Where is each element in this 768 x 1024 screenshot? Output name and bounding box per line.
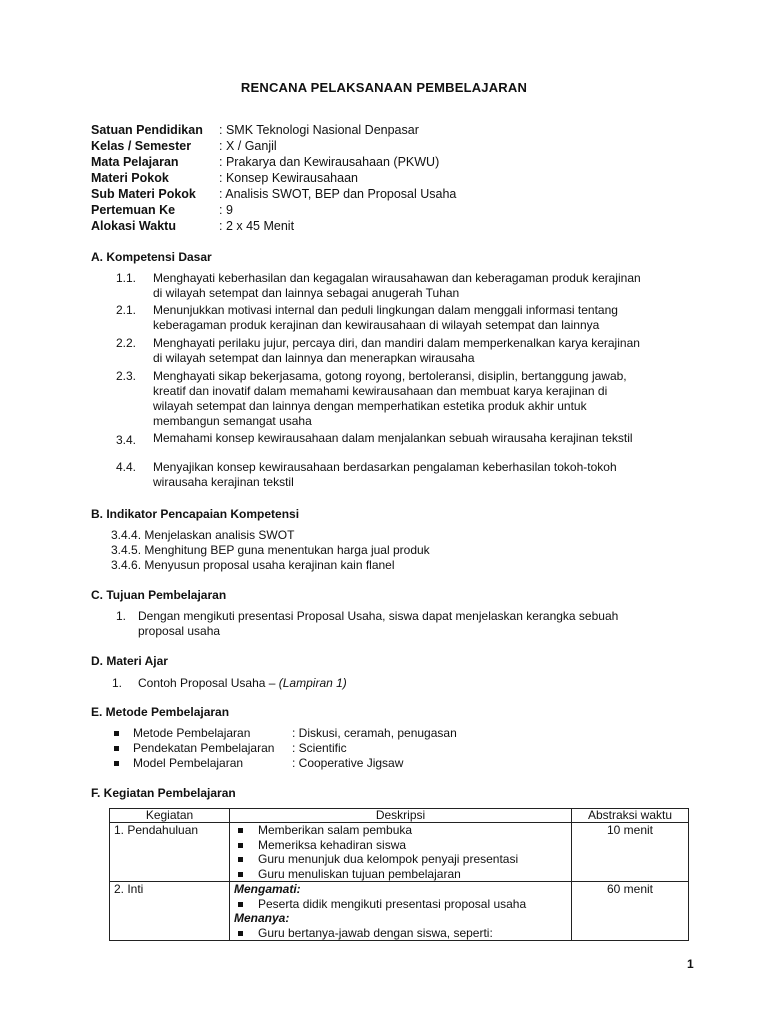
kd-text: Menyajikan konsep kewirausahaan berdasarkan pengalaman keberhasilan tokoh-tokoh [153,460,617,474]
section-heading-f: F. Kegiatan Pembelajaran [91,786,236,800]
info-value: : Analisis SWOT, BEP dan Proposal Usaha [219,187,457,201]
metode-value: : Scientific [292,741,347,755]
kd-text: kreatif dan inovatif dalam memahami kewirausahaan dan membuat karya kerajinan di [153,384,608,398]
bullet-icon [114,746,119,751]
table-header-row [110,809,689,823]
kd-text: wilayah setempat dan lainnya dengan memperhatikan estetika produk akhir untuk [153,399,587,413]
kd-text: di wilayah setempat dan lainnya dan menerapkan wirausaha [153,351,475,365]
kd-text: Menghayati keberhasilan dan kegagalan wirausahawan dan keberagaman produk kerajinan [153,271,641,285]
info-value: : X / Ganjil [219,139,277,153]
kd-text: membangun semangat usaha [153,414,312,428]
bullet-icon [114,761,119,766]
kd-text: wirausaha kerajinan tekstil [153,475,294,489]
kd-text: Menghayati perilaku jujur, percaya diri, dan mandiri dalam memperkenalkan karya kerajinan [153,336,640,350]
waktu-cell: 10 menit [572,823,689,882]
info-label: Satuan Pendidikan [91,123,203,137]
metode-value: : Cooperative Jigsaw [292,756,404,770]
kd-text: Menunjukkan motivasi internal dan peduli lingkungan dalam menggali informasi tentang [153,303,618,317]
kd-text: Menghayati sikap bekerjasama, gotong royong, bertoleransi, disiplin, bertanggung jawab, [153,369,627,383]
table-row [110,882,689,941]
indikator-item: 3.4.5. Menghitung BEP guna menentukan harga jual produk [111,543,430,557]
table-row [110,823,689,882]
header-deskripsi: Deskripsi [230,809,572,823]
deskripsi-cell [230,823,572,882]
info-label: Alokasi Waktu [91,219,176,233]
info-value: : 2 x 45 Menit [219,219,295,233]
info-value: : Prakarya dan Kewirausahaan (PKWU) [219,155,440,169]
section-heading-a: A. Kompetensi Dasar [91,250,212,264]
info-label: Kelas / Semester [91,139,192,153]
waktu-cell: 60 menit [572,882,689,941]
kd-text: keberagaman produk kerajinan dan kewirausahaan di wilayah setempat dan lainnya [153,318,600,332]
kd-number: 2.2. [116,336,137,350]
tujuan-text: proposal usaha [138,624,221,638]
indikator-item: 3.4.4. Menjelaskan analisis SWOT [111,528,295,542]
sub-heading: Mengamati: [234,882,301,896]
info-value: : 9 [219,203,233,217]
metode-value: : Diskusi, ceramah, penugasan [292,726,457,740]
kd-number: 1.1. [116,271,137,285]
metode-label: Model Pembelajaran [133,756,244,770]
list-item: Guru menuliskan tujuan pembelajaran [234,867,567,882]
tujuan-text: Dengan mengikuti presentasi Proposal Usaha, siswa dapat menjelaskan kerangka sebuah [138,609,619,623]
deskripsi-cell [230,882,572,941]
info-value: : Konsep Kewirausahaan [219,171,358,185]
info-label: Mata Pelajaran [91,155,179,169]
list-item: Guru bertanya-jawab dengan siswa, seperti: [234,926,567,941]
info-value: : SMK Teknologi Nasional Denpasar [219,123,419,137]
info-label: Pertemuan Ke [91,203,176,217]
indikator-item: 3.4.6. Menyusun proposal usaha kerajinan kain flanel [111,558,395,572]
section-heading-c: C. Tujuan Pembelajaran [91,588,227,602]
list-item: Guru menunjuk dua kelompok penyaji presentasi [234,852,567,867]
materi-text: Contoh Proposal Usaha – [138,676,279,690]
materi-number: 1. [112,676,123,690]
list-item: Memberikan salam pembuka [234,823,567,838]
kd-text: di wilayah setempat dan lainnya sebagai anugerah Tuhan [153,286,460,300]
list-item: Memeriksa kehadiran siswa [234,838,567,853]
metode-label: Pendekatan Pembelajaran [133,741,275,755]
kd-number: 4.4. [116,460,137,474]
metode-label: Metode Pembelajaran [133,726,251,740]
kd-number: 2.3. [116,369,137,383]
kegiatan-cell: 2. Inti [110,882,230,941]
page-number: 1 [687,957,694,971]
info-label: Materi Pokok [91,171,169,185]
kd-number: 2.1. [116,303,137,317]
kegiatan-table [109,808,689,941]
header-waktu: Abstraksi waktu [572,809,689,823]
sub-heading: Menanya: [234,911,290,925]
section-heading-b: B. Indikator Pencapaian Kompetensi [91,507,300,521]
kegiatan-cell: 1. Pendahuluan [110,823,230,882]
tujuan-number: 1. [116,609,127,623]
section-heading-e: E. Metode Pembelajaran [91,705,230,719]
info-label: Sub Materi Pokok [91,187,196,201]
kd-text: Memahami konsep kewirausahaan dalam menjalankan sebuah wirausaha kerajinan tekstil [153,431,633,445]
list-item: Peserta didik mengikuti presentasi proposal usaha [234,897,567,912]
materi-lampiran: (Lampiran 1) [278,676,347,690]
section-heading-d: D. Materi Ajar [91,654,168,668]
kd-number: 3.4. [116,433,137,447]
bullet-icon [114,731,119,736]
materi-item [138,676,347,690]
header-kegiatan: Kegiatan [110,809,230,823]
page-title: RENCANA PELAKSANAAN PEMBELAJARAN [240,80,528,95]
